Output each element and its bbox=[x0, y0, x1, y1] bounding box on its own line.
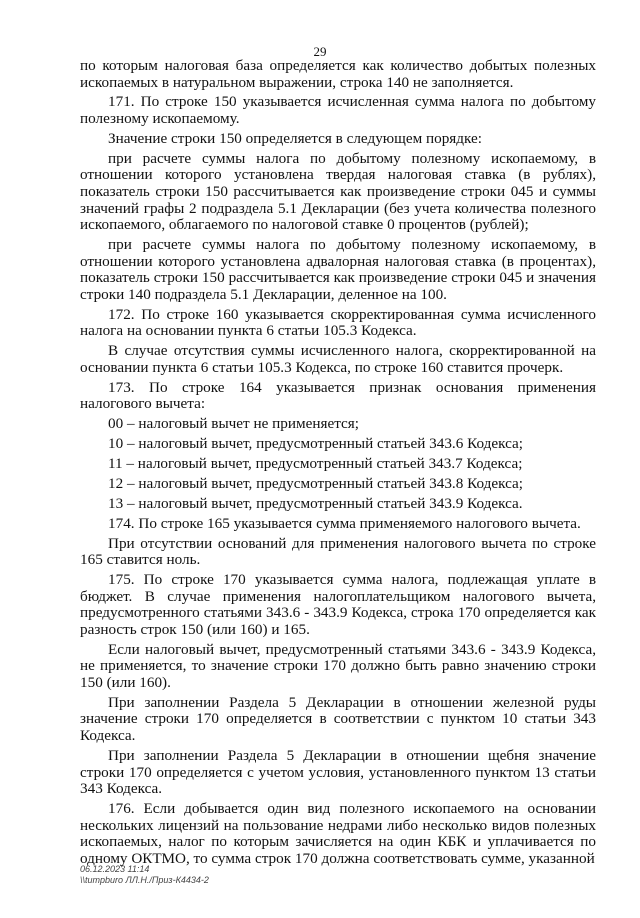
list-item-10: 10 – налоговый вычет, предусмотренный статьей 343.6 Кодекса; bbox=[108, 435, 523, 453]
paragraph-4: при расчете суммы налога по добытому полезному ископаемому, в отношении которого установлена твердая налоговая ставка (в рублях), показатель строки 150 рассчитывается как произведение строки 045 и суммы значений графы 2 подраздела 5.1 Декларации (без учета количества полезного ископаемого, облагаемого по налоговой ставке 0 процентов (рублей); bbox=[80, 149, 596, 234]
list-item-13: 13 – налоговый вычет, предусмотренный статьей 343.9 Кодекса. bbox=[108, 494, 523, 512]
paragraph-17: Если налоговый вычет, предусмотренный статьями 343.6 - 343.9 Кодекса, не применяется, то значение строки 170 должно быть равно значению строки 150 (или 160). bbox=[80, 640, 596, 691]
document-body bbox=[80, 58, 596, 871]
paragraph-14: 174. По строке 165 указывается сумма применяемого налогового вычета. bbox=[108, 514, 581, 532]
footer-timestamp: 06.12.2023 11:14 bbox=[80, 864, 150, 874]
paragraph-15: При отсутствии оснований для применения налогового вычета по строке 165 ставится ноль. bbox=[80, 534, 596, 569]
list-item-12: 12 – налоговый вычет, предусмотренный статьей 343.8 Кодекса; bbox=[108, 474, 523, 492]
paragraph-5: при расчете суммы налога по добытому полезному ископаемому, в отношении которого установлена адвалорная налоговая ставка (в процентах), показатель строки 150 рассчитывается как произведение строки 045 и значения строки 140 подраздела 5.1 Декларации, деленное на 100. bbox=[80, 236, 596, 303]
list-item-00: 00 – налоговый вычет не применяется; bbox=[108, 415, 359, 433]
paragraph-19: При заполнении Раздела 5 Декларации в отношении щебня значение строки 170 определяется с учетом условия, установленного пунктом 13 статьи 343 Кодекса. bbox=[80, 746, 596, 798]
footer-file-path: \\tumpburo ЛЛ.Н./Приз-К4434-2 bbox=[80, 875, 209, 885]
paragraph-6: 172. По строке 160 указывается скорректированная сумма исчисленного налога на основании пункта 6 статьи 105.3 Кодекса. bbox=[80, 305, 596, 340]
page-number: 29 bbox=[313, 44, 327, 59]
paragraph-1: по которым налоговая база определяется как количество добытых полезных ископаемых в натуральном выражении, строка 140 не заполняется. bbox=[80, 57, 596, 91]
paragraph-7: В случае отсутствия суммы исчисленного налога, скорректированной на основании пункта 6 статьи 105.3 Кодекса, по строке 160 ставится прочерк. bbox=[80, 342, 596, 376]
paragraph-20: 176. Если добывается один вид полезного ископаемого на основании нескольких лицензий на пользование недрами либо несколько видов полезных ископаемых, налог по которым зачисляется на один КБК и уплачивается по одному ОКТМО, то сумма строк 170 должна соответствовать сумме, указанной bbox=[80, 799, 596, 867]
document-footer bbox=[80, 864, 209, 886]
list-item-11: 11 – налоговый вычет, предусмотренный статьей 343.7 Кодекса; bbox=[108, 455, 523, 473]
paragraph-16: 175. По строке 170 указывается сумма налога, подлежащая уплате в бюджет. В случае применения налогоплательщиком налогового вычета, предусмотренного статьями 343.6 - 343.9 Кодекса, строка 170 определяется как разность строк 150 (или 160) и 165. bbox=[80, 571, 596, 638]
paragraph-8: 173. По строке 164 указывается признак основания применения налогового вычета: bbox=[80, 378, 596, 413]
paragraph-18: При заполнении Раздела 5 Декларации в отношении железной руды значение строки 170 определяется в соответствии с пунктом 10 статьи 343 Кодекса. bbox=[80, 693, 596, 745]
paragraph-3: Значение строки 150 определяется в следующем порядке: bbox=[108, 129, 482, 147]
paragraph-2: 171. По строке 150 указывается исчисленная сумма налога по добытому полезному ископаемому. bbox=[80, 93, 596, 128]
